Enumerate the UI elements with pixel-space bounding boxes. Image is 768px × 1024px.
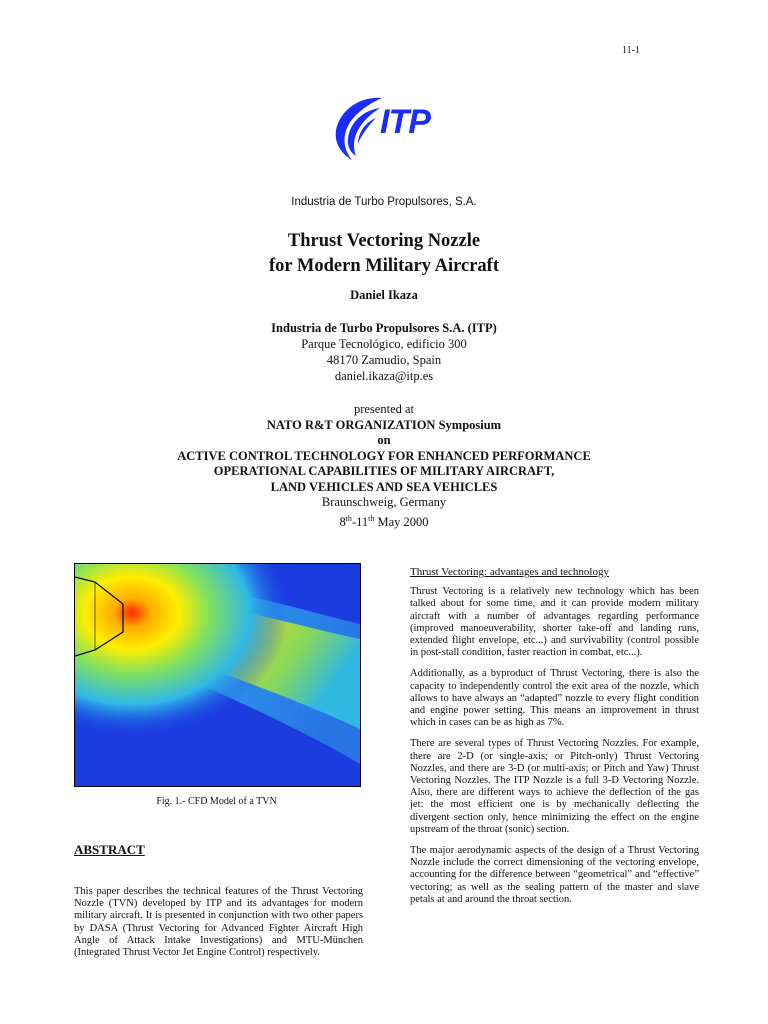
paper-title (0, 229, 768, 279)
title-line-2: for Modern Military Aircraft (269, 256, 499, 276)
presented-line-4: ACTIVE CONTROL TECHNOLOGY FOR ENHANCED PERFORMANCE (177, 448, 591, 463)
section-paragraph-1: Thrust Vectoring is a relatively new technology which has been talked about for some time, and it can provide modern military aircraft with a number of advantages regarding performance (improved manoeuverability, shorter take-off and landing runs, extended flight envelope, etc...) and survivability (control possible in post-stall condition, faster reaction in combat, etc...). (410, 586, 699, 659)
presented-line-5: OPERATIONAL CAPABILITIES OF MILITARY AIRCRAFT, (213, 464, 555, 478)
abstract-heading: ABSTRACT (74, 842, 145, 857)
address-line-1: Parque Tecnológico, edificio 300 (301, 337, 467, 351)
section-paragraph-4: The major aerodynamic aspects of the design of a Thrust Vectoring Nozzle include the correct dimensioning of the vectoring envelope, accounting for the difference between “geometrical” and “effective” vectoring; as well as the sealing pattern of the master and slave petals at and around the throat section. (410, 845, 699, 905)
affiliation: Industria de Turbo Propulsores S.A. (ITP) (271, 321, 497, 335)
section-paragraph-2: Additionally, as a byproduct of Thrust Vectoring, there is also the capacity to independently control the exit area of the nozzle, which allows to have always an “adapted” nozzle to every flight condition and engine power setting. This means an improvement in thrust which in cases can be as high as 7%. (410, 668, 699, 729)
section-heading: Thrust Vectoring: advantages and technology (410, 566, 609, 578)
presented-line-1: presented at (353, 402, 415, 416)
address-line-2: 48170 Zamudio, Spain (326, 353, 442, 367)
presented-date: 8th-11th May 2000 (339, 513, 429, 529)
abstract-text: This paper describes the technical features of the Thrust Vectoring Nozzle (TVN) developed by ITP and its advantages for modern military aircraft. It is presented in conjunction with two other papers by DASA (Thrust Vectoring for Advanced Fighter Aircraft High Angle of Attack Intake Investigations) and MTU-München (Integrated Thrust Vector Jet Engine Control) respectively. (74, 886, 363, 959)
company-line: Industria de Turbo Propulsores, S.A. (291, 196, 477, 208)
presented-line-6: LAND VEHICLES AND SEA VEHICLES (270, 479, 498, 494)
presented-line-2: NATO R&T ORGANIZATION Symposium (266, 417, 502, 432)
itp-logo (330, 88, 440, 166)
presented-line-3: on (377, 433, 391, 447)
section-paragraph-3: There are several types of Thrust Vectoring Nozzles. For example, there are 2-D (or single-axis; or Pitch-only) Thrust Vectoring Nozzles, and there are 3-D (or multi-axis; or Pitch and Yaw) Thrust Vectoring Nozzles. The ITP Nozzle is a full 3-D Vectoring Nozzle. Also, there are different ways to achieve the deflection of the gas jet: the most efficient one is by mechanically deflecting the divergent section only, hence minimizing the effect on the engine upstream of the throat (sonic) section. (410, 738, 699, 835)
presentation-info (0, 402, 768, 530)
author-address (0, 320, 768, 384)
figure-caption: Fig. 1.- CFD Model of a TVN (156, 796, 277, 807)
title-line-1: Thrust Vectoring Nozzle (287, 231, 481, 251)
cfd-plot-image (75, 564, 360, 786)
right-column (410, 566, 699, 915)
logo-text: ITP (380, 103, 430, 141)
presented-location: Braunschweig, Germany (321, 495, 447, 509)
author-name: Daniel Ikaza (350, 288, 418, 302)
cfd-figure (74, 563, 361, 787)
page-number: 11-1 (622, 45, 640, 56)
author-email: daniel.ikaza@itp.es (334, 369, 434, 383)
